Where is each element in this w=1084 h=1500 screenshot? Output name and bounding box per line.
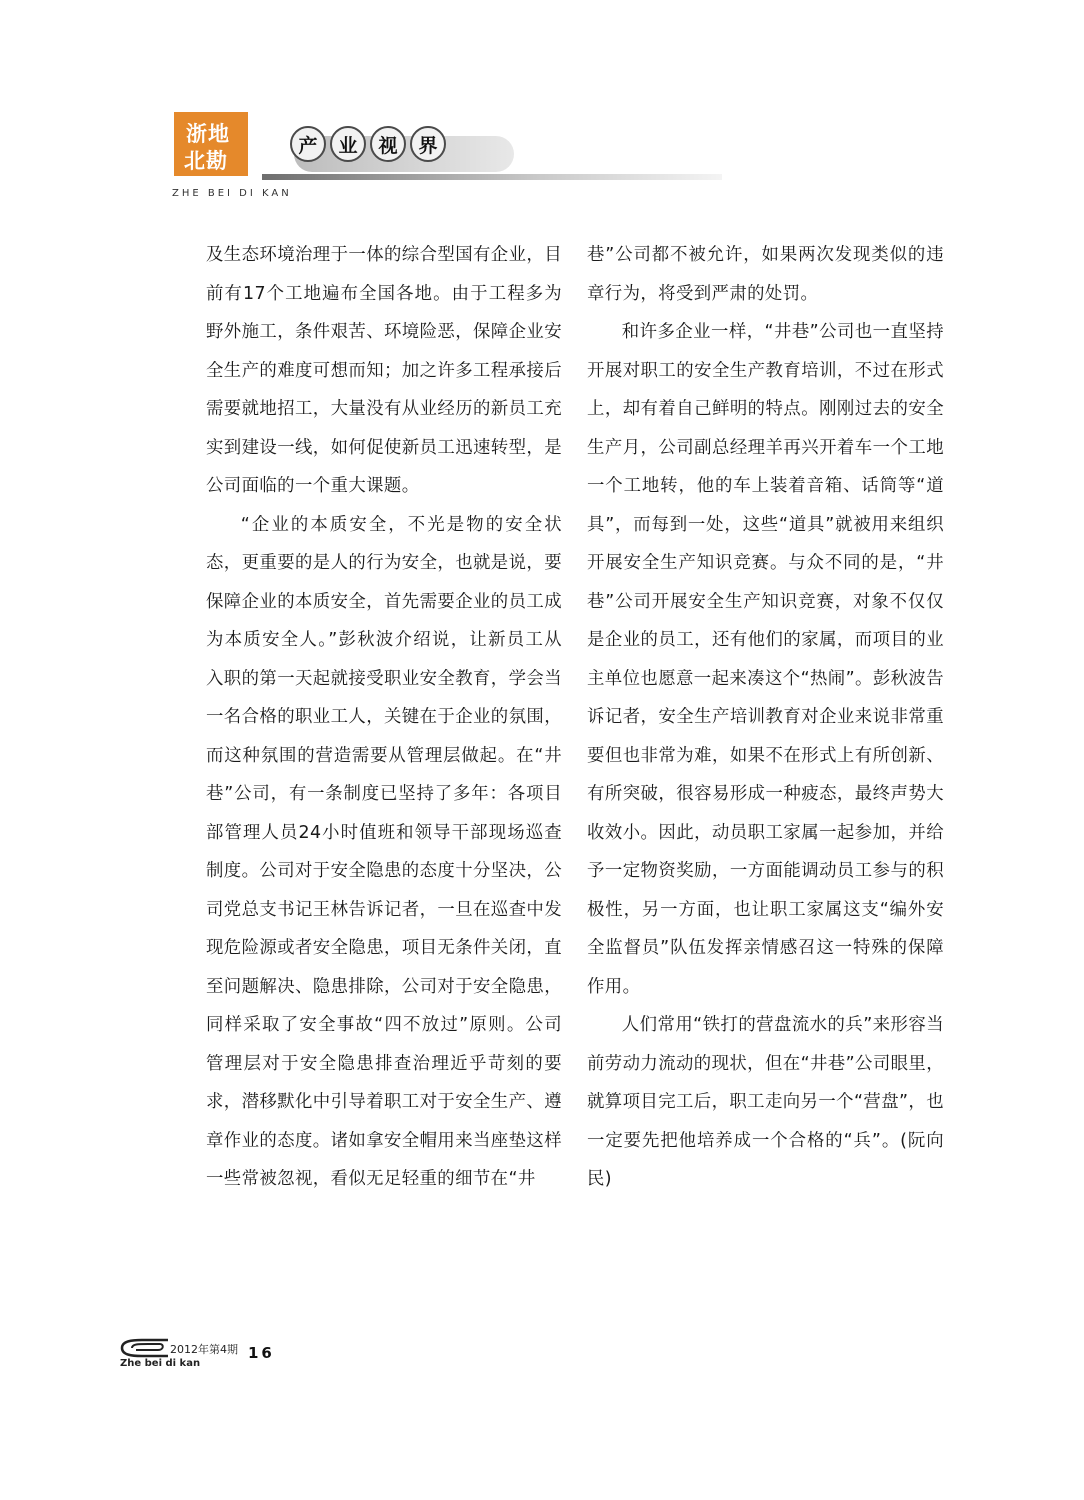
paragraph: 巷”公司都不被允许，如果两次发现类似的违章行为，将受到严肃的处罚。 — [587, 245, 944, 304]
article-right-column — [587, 236, 944, 1199]
section-char: 产 — [290, 126, 326, 162]
section-band-line — [262, 174, 722, 180]
paragraph: 及生态环境治理于一体的综合型国有企业，目前有17个工地遍布全国各地。由于工程多为野外施工，条件艰苦、环境险恶，保障企业安全生产的难度可想而知；加之许多工程承接后需要就地招工，大量没有从业经历的新员工充实到建设一线，如何促使新员工迅速转型，是公司面临的一个重大课题。 — [206, 245, 562, 496]
section-char: 视 — [370, 126, 406, 162]
paragraph: 和许多企业一样，“井巷”公司也一直坚持开展对职工的安全生产教育培训，不过在形式上，却有着自己鲜明的特点。刚刚过去的安全生产月，公司副总经理羊再兴开着车一个工地一个工地转，他的车上装着音箱、话筒等“道具”，而每到一处，这些“道具”就被用来组织开展安全生产知识竞赛。与众不同的是，“井巷”公司开展安全生产知识竞赛，对象不仅仅是企业的员工，还有他们的家属，而项目的业主单位也愿意一起来凑这个“热闹”。彭秋波告诉记者，安全生产培训教育对企业来说非常重要但也非常为难，如果不在形式上有所创新、有所突破，很容易形成一种疲态，最终声势大收效小。因此，动员职工家属一起参加，并给予一定物资奖励，一方面能调动员工参与的积极性，另一方面，也让职工家属这支“编外安全监督员”队伍发挥亲情感召这一特殊的保障作用。 — [587, 322, 944, 997]
section-char: 界 — [410, 126, 446, 162]
paragraph: “企业的本质安全，不光是物的安全状态，更重要的是人的行为安全，也就是说，要保障企业的本质安全，首先需要企业的员工成为本质安全人。”彭秋波介绍说，让新员工从入职的第一天起就接受职业安全教育，学会当一名合格的职业工人，关键在于企业的氛围，而这种氛围的营造需要从管理层做起。在“井巷”公司，有一条制度已坚持了多年：各项目部管理人员24小时值班和领导干部现场巡查制度。公司对于安全隐患的态度十分坚决，公司党总支书记王林告诉记者，一旦在巡查中发现危险源或者安全隐患，项目无条件关闭，直至问题解决、隐患排除，公司对于安全隐患，同样采取了安全事故“四不放过”原则。公司管理层对于安全隐患排查治理近乎苛刻的要求，潜移默化中引导着职工对于安全生产、遵章作业的态度。诸如拿安全帽用来当座垫这样一些常被忽视，看似无足轻重的细节在“井 — [206, 514, 562, 1189]
issue-label: 2012年第4期 — [170, 1343, 238, 1356]
magazine-mark-icon — [118, 1338, 176, 1358]
magazine-logo — [174, 112, 252, 180]
section-title-band — [262, 122, 722, 186]
page-number: 16 — [248, 1344, 275, 1362]
logo-text-line1: 浙地 — [186, 121, 230, 146]
logo-text-line2: 北勘 — [184, 148, 228, 173]
section-char: 业 — [330, 126, 366, 162]
paragraph: 人们常用“铁打的营盘流水的兵”来形容当前劳动力流动的现状，但在“井巷”公司眼里，就算项目完工后，职工走向另一个“营盘”，也一定要先把他培养成一个合格的“兵”。(阮向民) — [587, 1015, 944, 1189]
magazine-name: Zhe bei di kan — [120, 1358, 201, 1369]
logo-subtitle: ZHE BEI DI KAN — [172, 188, 292, 199]
article-left-column — [206, 236, 562, 1199]
section-title — [290, 126, 446, 162]
